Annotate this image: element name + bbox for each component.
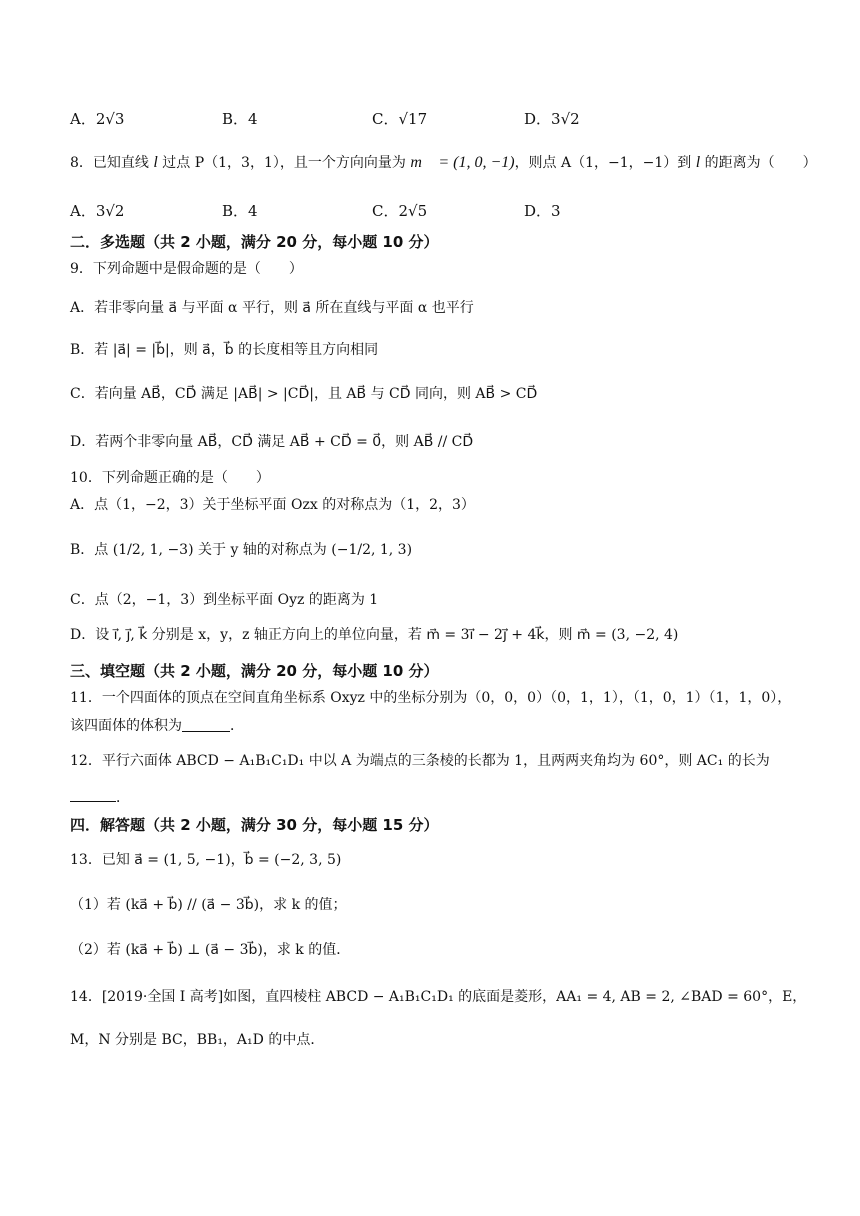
q8-stem: 8．已知直线 l 过点 P（1，3，1），且一个方向向量为 m⃗ = (1, 0, −1)，则点 A（1，−1，−1）到 l 的距离为（ ） (70, 154, 817, 171)
q9-option-c: C．若向量 AB⃗，CD⃗ 满足 |AB⃗| > |CD⃗|，且 AB⃗ 与 CD⃗ 同向，则 AB⃗ > CD⃗ (70, 386, 538, 402)
q10-option-a: A．点（1，−2，3）关于坐标平面 Ozx 的对称点为（1，2，3） (70, 497, 475, 513)
q8-option-c: C．2√5 (372, 202, 428, 220)
section-heading-fill-in: 三、填空题（共 2 小题，满分 20 分，每小题 10 分） (70, 662, 439, 680)
q7-option-c: C．√17 (372, 110, 428, 128)
q9-stem: 9．下列命题中是假命题的是（ ） (70, 261, 303, 277)
q14-line-2: M，N 分别是 BC，BB₁，A₁D 的中点． (70, 1032, 325, 1048)
q7-option-a: A．2√3 (70, 110, 125, 128)
q12-line-1: 12．平行六面体 ABCD − A₁B₁C₁D₁ 中以 A 为端点的三条棱的长都为 1，且两两夹角均为 60°，则 AC₁ 的长为 (70, 753, 770, 769)
q8-direction-vector: m⃗ = (1, 0, −1) (410, 154, 515, 171)
q10-option-b: B．点 (1/2, 1, −3) 关于 y 轴的对称点为 (−1/2, 1, 3) (70, 542, 413, 558)
q11-line-2: 该四面体的体积为 ． (70, 718, 244, 734)
q9-option-d: D．若两个非零向量 AB⃗，CD⃗ 满足 AB⃗ + CD⃗ = 0⃗，则 AB⃗ // CD⃗ (70, 434, 474, 450)
q8-options (70, 200, 800, 224)
q9-option-a: A．若非零向量 a⃗ 与平面 α 平行，则 a⃗ 所在直线与平面 α 也平行 (70, 300, 474, 316)
q10-option-d: D．设 i⃗, j⃗, k⃗ 分别是 x，y，z 轴正方向上的单位向量，若 m⃗ = 3i⃗ − 2j⃗ + 4k⃗，则 m⃗ = (3, −2, 4) (70, 627, 679, 643)
q10-stem: 10．下列命题正确的是（ ） (70, 470, 270, 486)
q12-line-2: ． (70, 787, 800, 808)
q12-answer-blank[interactable] (70, 787, 116, 802)
q7-option-d: D．3√2 (524, 110, 580, 128)
q13-part-1: （1）若 (ka⃗ + b⃗) // (a⃗ − 3b⃗)，求 k 的值； (70, 897, 347, 913)
q8-option-a: A．3√2 (70, 202, 125, 220)
q11-answer-blank[interactable] (182, 717, 230, 732)
q7-options (70, 108, 800, 132)
q13-stem: 13．已知 a⃗ = (1, 5, −1)，b⃗ = (−2, 3, 5) (70, 852, 342, 868)
q9-option-b: B．若 |a⃗| = |b⃗|，则 a⃗，b⃗ 的长度相等且方向相同 (70, 342, 379, 358)
q14-line-1: 14．[2019·全国 I 高考]如图，直四棱柱 ABCD − A₁B₁C₁D₁ 的底面是菱形，AA₁ = 4, AB = 2, ∠BAD = 60°，E， (70, 989, 807, 1005)
section-heading-answer-questions: 四．解答题（共 2 小题，满分 30 分，每小题 15 分） (70, 816, 439, 834)
q8-option-b: B．4 (222, 202, 258, 220)
section-heading-multiple-choice: 二．多选题（共 2 小题，满分 20 分，每小题 10 分） (70, 233, 439, 251)
q8-option-d: D．3 (524, 202, 561, 220)
q13-part-2: （2）若 (ka⃗ + b⃗) ⊥ (a⃗ − 3b⃗)，求 k 的值． (70, 942, 351, 958)
q7-option-b: B．4 (222, 110, 258, 128)
q10-option-c: C．点（2，−1，3）到坐标平面 Oyz 的距离为 1 (70, 592, 379, 608)
q11-line-1: 11．一个四面体的顶点在空间直角坐标系 Oxyz 中的坐标分别为（0，0，0）（0，1，1），（1，0，1）（1，1，0）， (70, 690, 792, 706)
